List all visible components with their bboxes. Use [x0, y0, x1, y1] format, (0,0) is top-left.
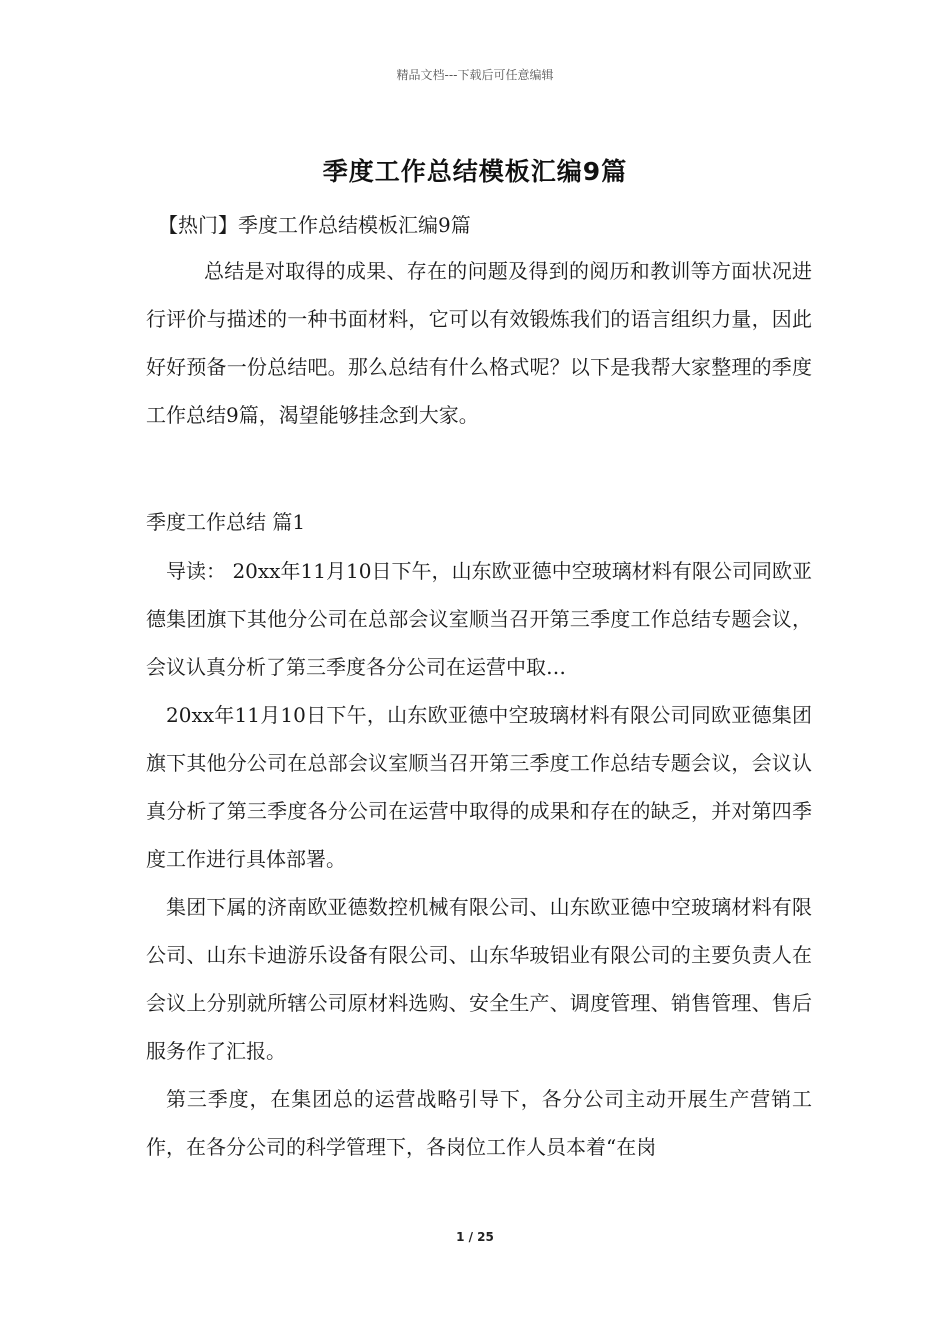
document-subtitle: 【热门】季度工作总结模板汇编9篇 — [158, 213, 471, 237]
section-heading: 季度工作总结 篇1 — [146, 510, 306, 534]
page-header-note: 精品文档---下载后可任意编辑 — [396, 68, 554, 82]
body-paragraph-3: 集团下属的济南欧亚德数控机械有限公司、山东欧亚德中空玻璃材料有限公司、山东卡迪游乐设备有限公司、山东华玻铝业有限公司的主要负责人在会议上分别就所辖公司原材料选购、安全生产、调度管理、销售管理、售后服务作了汇报。 — [146, 895, 812, 1063]
document-title: 季度工作总结模板汇编9篇 — [322, 157, 628, 186]
body-paragraph-1: 导读： 20xx年11月10日下午，山东欧亚德中空玻璃材料有限公司同欧亚德集团旗下其他分公司在总部会议室顺当召开第三季度工作总结专题会议，会议认真分析了第三季度各分公司在运营中取… — [146, 559, 812, 679]
body-paragraph-4: 第三季度，在集团总的运营战略引导下，各分公司主动开展生产营销工作，在各分公司的科学管理下，各岗位工作人员本着“在岗 — [146, 1087, 812, 1159]
intro-paragraph: 总结是对取得的成果、存在的问题及得到的阅历和教训等方面状况进行评价与描述的一种书面材料，它可以有效锻炼我们的语言组织力量，因此好好预备一份总结吧。那么总结有什么格式呢？以下是我帮大家整理的季度工作总结9篇，渴望能够挂念到大家。 — [146, 259, 812, 427]
page-number: 1 / 25 — [456, 1230, 494, 1244]
body-paragraph-2: 20xx年11月10日下午，山东欧亚德中空玻璃材料有限公司同欧亚德集团旗下其他分公司在总部会议室顺当召开第三季度工作总结专题会议，会议认真分析了第三季度各分公司在运营中取得的成果和存在的缺乏，并对第四季度工作进行具体部署。 — [146, 703, 812, 871]
intro-section — [146, 247, 812, 439]
body-section — [146, 547, 812, 1171]
